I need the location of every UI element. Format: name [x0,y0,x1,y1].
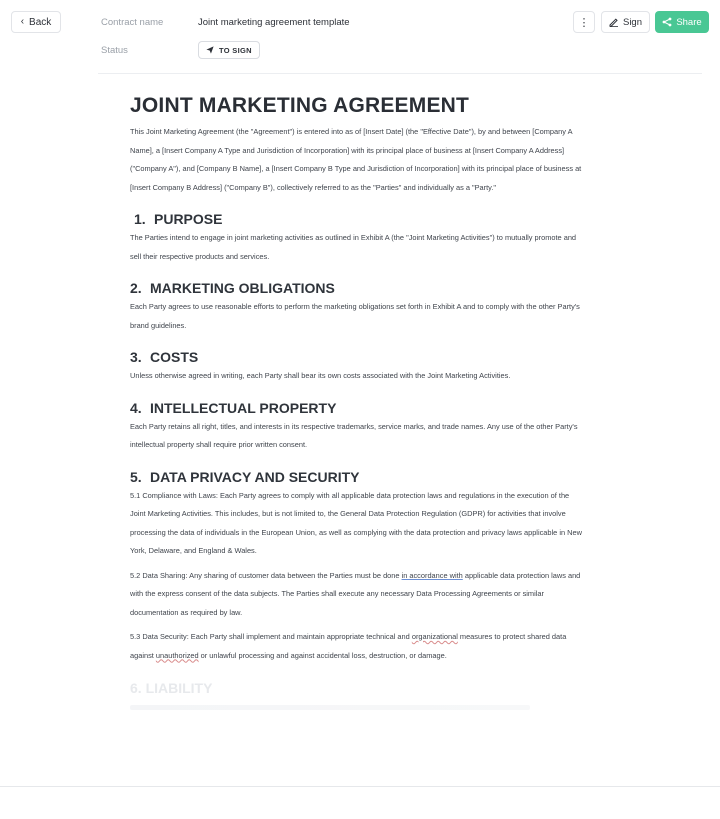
share-icon [662,17,672,27]
section-paragraph-intellectual-property: Each Party retains all right, titles, and interests in its respective trademarks, service marks, and trade names. Any use of the other Party's intellectual property shall require prior written consent. [130,421,578,449]
status-label: Status [101,45,128,56]
share-button[interactable] [655,11,709,33]
contract-name-label: Contract name [101,17,164,28]
sign-button[interactable] [601,11,650,33]
spelling-suggestion[interactable]: organizational [411,632,458,641]
header-divider [98,73,702,74]
section-title: PURPOSE [154,211,223,227]
back-label: Back [29,16,52,28]
subsection-text: measures to protect shared data against [130,632,567,660]
section-paragraph-marketing-obligations: Each Party agrees to use reasonable efforts to perform the marketing obligations set forth in Exhibit A and to comply with the other Party's brand guidelines. [130,302,580,330]
faded-text-line [130,705,530,710]
more-options-button[interactable] [573,11,595,33]
subsection-text: or unlawful processing and against accidental loss, destruction, or damage. [198,650,447,660]
section-title: COSTS [150,349,199,365]
status-value: TO SIGN [219,45,252,55]
grammar-suggestion[interactable]: in accordance with [401,570,463,580]
subsection-text: 5.2 Data Sharing: Any sharing of customer data between the Parties must be done [130,570,402,580]
document-body[interactable] [130,93,586,710]
section-heading-marketing-obligations [130,278,586,298]
section-number: 2. [130,280,142,296]
subsection-5-3 [130,628,586,665]
document-title: JOINT MARKETING AGREEMENT [130,94,470,117]
section-title: DATA PRIVACY AND SECURITY [150,468,360,485]
section-title: MARKETING OBLIGATIONS [150,280,335,296]
chevron-left-icon: ‹ [20,16,25,27]
subsection-5-2 [130,567,586,623]
section-heading-liability: 6. LIABILITY [130,680,213,696]
share-label: Share [676,16,702,28]
back-button[interactable] [11,11,61,33]
section-heading-purpose [134,209,586,229]
section-heading-intellectual-property [130,398,586,418]
subsection-text: applicable data protection laws and with the express consent of the data subjects. The Parties shall execute any necessary Data Processing Agreements or similar documentation as required by law. [130,570,581,617]
subsection-5-1: 5.1 Compliance with Laws: Each Party agrees to comply with all applicable data protection laws and regulations in the execution of the Joint Marketing Activities. This includes, but is not limited to, the General Data Protection Regulation (GDPR) for activities that involve processing the data of individuals in the European Union, as well as complying with the data protection and privacy laws applicable in New York, Delaware, and England & Wales. [130,490,582,555]
section-heading-data-privacy [130,467,586,487]
send-icon [206,46,214,54]
section-title: INTELLECTUAL PROPERTY [150,399,337,416]
bottom-divider [0,786,720,787]
status-badge [198,41,260,59]
section-number: 5. [130,468,142,485]
pen-icon [609,17,619,27]
section-paragraph-purpose: The Parties intend to engage in joint marketing activities as outlined in Exhibit A (the "Joint Marketing Activities") to mutually promote and sell their respective products and services. [130,233,577,261]
section-number: 1. [134,211,146,227]
document-header [0,0,720,74]
spelling-suggestion[interactable]: unauthorized [155,650,199,660]
section-paragraph-costs: Unless otherwise agreed in writing, each Party shall bear its own costs associated with the Joint Marketing Activities. [130,371,511,380]
section-heading-costs [130,347,586,367]
vertical-ellipsis-icon: ⋮ [578,16,590,29]
intro-paragraph: This Joint Marketing Agreement (the "Agreement") is entered into as of [Insert Date] (the "Effective Date"), by and between [Company A Name], a [Insert Company A Type and Jurisdiction of Incorporation] with its principal place of business at [Insert Company A Address] ("Company A"), and [Company B Name], a [Insert Company B Type and Jurisdiction of Incorporation] with its principal place of business at [Insert Company B Address] ("Company B"), collectively referred to as the "Parties" and individually as a "Party." [130,127,582,192]
subsection-text: 5.3 Data Security: Each Party shall implement and maintain appropriate technical and [130,632,412,641]
contract-name-value[interactable]: Joint marketing agreement template [198,17,350,28]
sign-label: Sign [622,16,642,28]
section-number: 3. [130,349,142,365]
section-number: 4. [130,399,142,416]
